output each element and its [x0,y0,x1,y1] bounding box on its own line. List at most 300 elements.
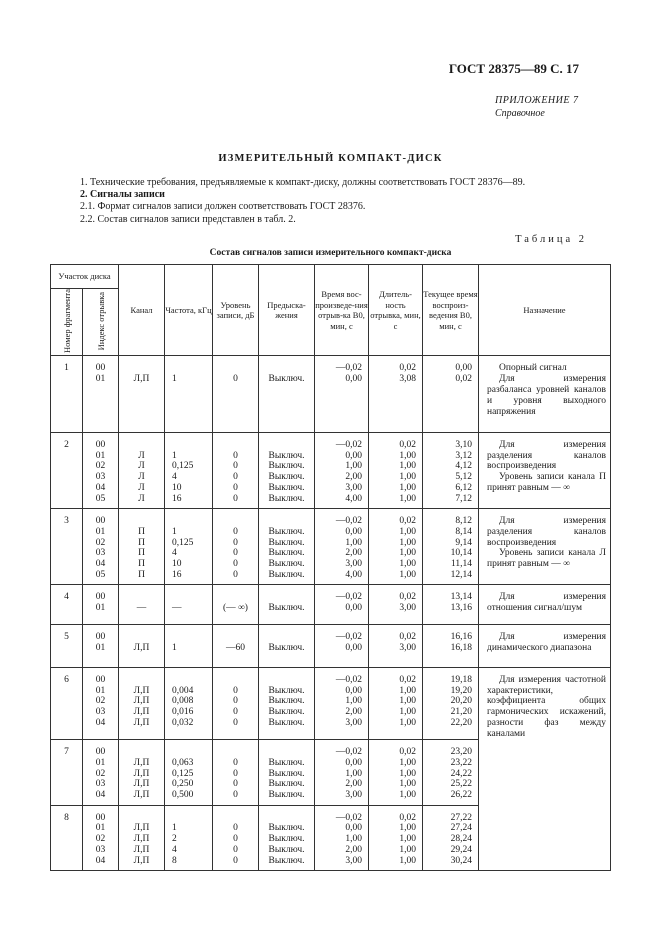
preemphasis-cell-value: Выключ. [268,537,305,548]
spacer-cell [83,667,119,675]
spacer-cell [119,805,165,813]
purpose-text: Для измерения частотной характеристики, коэффициента общих гармонических искажений, разности фаз между каналами [487,674,606,739]
current-time-cell [423,675,479,740]
frequency-cell-value: 0,125 [172,768,194,779]
spacer-cell [51,667,83,675]
duration-cell [369,813,423,871]
spacer-cell [369,624,423,632]
channel-cell-value: Л,П [133,717,150,728]
level-cell-value [213,592,258,603]
th-fragment-number-text: Номер фрагмента [61,289,72,353]
channel-cell-value: Л,П [133,823,150,834]
spacer-cell [259,805,315,813]
playback-time-cell-value: 4,00 [345,493,362,504]
duration-cell [369,516,423,585]
index-cell-value: 01 [95,603,106,614]
playback-time-cell-value: 1,00 [345,768,362,779]
level-cell [213,440,259,509]
purpose-text: Для измерения динамического диапазона [487,631,606,653]
spacer-cell [165,740,213,748]
duration-cell [369,747,423,805]
index-cell-value: 00 [95,812,106,823]
frequency-cell-value: 1 [172,526,177,537]
index-cell-value: 01 [95,685,106,696]
playback-time-cell [315,592,369,624]
channel-cell-value: Л,П [133,855,150,866]
current-time-cell-value: 8,12 [455,516,472,527]
duration-cell-value: 0,02 [399,812,416,823]
level-cell-value: 0 [233,768,238,779]
level-cell-value: 0 [233,548,238,559]
level-cell-value: 0 [233,707,238,718]
spacer-cell [259,740,315,748]
preemphasis-cell-value: Выключ. [268,461,305,472]
spacer-cell [369,667,423,675]
playback-time-cell-value: —0,02 [335,363,362,374]
duration-cell-value: 1,00 [399,834,416,845]
fragment-number-value: 8 [64,812,69,823]
preemphasis-cell-value: Выключ. [268,757,305,768]
duration-cell-value: 1,00 [399,779,416,790]
current-time-cell [423,632,479,667]
duration-cell [369,440,423,509]
spacer-cell [51,805,83,813]
spacer-cell [315,740,369,748]
table-row [51,632,611,667]
paragraph-1: 1. Технические требования, предъявляемые к компакт-диску, должны соответствовать ГОСТ 28376—89. [80,177,526,188]
page-header: ГОСТ 28375—89 С. 17 [448,61,579,76]
duration-cell-value: 1,00 [399,707,416,718]
duration-cell-value: 1,00 [399,548,416,559]
frequency-cell-value: 8 [172,855,177,866]
playback-time-cell [315,516,369,585]
fragment-number [51,592,83,624]
body-text [80,177,600,226]
group-spacer [51,585,611,593]
fragment-number [51,675,83,740]
level-cell-value: 0 [233,685,238,696]
group-spacer [51,740,611,748]
frequency-cell-value: 4 [172,844,177,855]
frequency-cell [165,675,213,740]
channel-cell-value [119,440,164,451]
current-time-cell-value: 3,10 [455,439,472,450]
channel-cell [119,363,165,432]
channel-cell [119,675,165,740]
purpose-cell [479,747,611,805]
playback-time-cell-value: 0,00 [345,757,362,768]
spacer-cell [259,356,315,364]
purpose-text: Для измерения разделения каналов воспроизведения [487,516,606,548]
paragraph-2-2: 2.2. Состав сигналов записи представлен в табл. 2. [80,213,296,225]
level-cell-value: 0 [233,834,238,845]
current-time-cell-value: 23,22 [450,757,472,768]
current-time-cell-value: 0,02 [455,374,472,385]
index-cell-value: 01 [95,526,106,537]
preemphasis-cell-value: Выключ. [268,717,305,728]
spacer-cell [213,509,259,517]
preemphasis-cell-value: Выключ. [268,779,305,790]
index-cell-value: 01 [95,374,106,385]
playback-time-cell [315,747,369,805]
preemphasis-cell-value [259,592,314,603]
spacer-cell [479,624,611,632]
spacer-cell [119,585,165,593]
duration-cell-value: 1,00 [399,570,416,581]
preemphasis-cell-value: Выключ. [268,570,305,581]
duration-cell-value: 1,00 [399,696,416,707]
spacer-cell [165,432,213,440]
duration-cell-value: 0,02 [399,631,416,642]
duration-cell-value: 1,00 [399,685,416,696]
playback-time-cell-value: 3,00 [345,855,362,866]
index-cell-value: 01 [95,642,106,653]
index-cell-value: 04 [95,717,106,728]
spacer-cell [259,585,315,593]
spacer-cell [259,667,315,675]
spacer-cell [423,432,479,440]
preemphasis-cell-value: Выключ. [268,768,305,779]
spacer-cell [479,585,611,593]
level-cell [213,813,259,871]
channel-cell-value: П [138,526,145,537]
frequency-cell-value: 10 [172,482,182,493]
channel-cell-value: Л,П [133,707,150,718]
spacer-cell [423,805,479,813]
spacer-cell [213,585,259,593]
channel-cell [119,813,165,871]
index-cell [83,592,119,624]
frequency-cell-value [172,747,212,758]
spacer-cell [423,509,479,517]
index-cell-value: 00 [95,747,106,758]
signals-table [50,264,611,871]
th-index-text: Индекс отрывка [95,291,106,351]
duration-cell [369,592,423,624]
fragment-number-value: 1 [64,363,69,374]
th-playback-time: Время вос-произведе-ния отрыв-ка B0, мин, с [315,265,369,356]
level-cell-value [213,363,258,374]
current-time-cell [423,592,479,624]
purpose-text: Уровень записи канала Л принят равным — ∞ [487,548,606,570]
level-cell-value: 0 [233,717,238,728]
purpose-text: Уровень записи канала П принят равным — ∞ [487,472,606,493]
index-cell-value: 02 [95,696,106,707]
table-row [51,592,611,624]
channel-cell-value: Л,П [133,696,150,707]
frequency-cell-value: 4 [172,472,177,483]
preemphasis-cell-value: Выключ. [268,493,305,504]
index-cell-value: 04 [95,790,106,801]
th-current-time: Текущее время воспроиз-ведения B0, мин, с [423,265,479,356]
duration-cell-value: 1,00 [399,855,416,866]
fragment-number [51,440,83,509]
channel-cell-value: — [136,603,147,614]
current-time-cell-value: 19,18 [450,674,472,685]
spacer-cell [259,432,315,440]
level-cell-value [213,440,258,451]
preemphasis-cell-value [259,747,314,758]
level-cell-value: 0 [233,472,238,483]
table-caption: Состав сигналов записи измерительного компакт-диска [209,248,452,258]
playback-time-cell [315,632,369,667]
playback-time-cell-value: 0,00 [345,823,362,834]
duration-cell-value: 1,00 [399,482,416,493]
duration-cell [369,632,423,667]
spacer-cell [423,667,479,675]
channel-cell-value: Л,П [133,642,150,653]
index-cell [83,747,119,805]
fragment-number [51,747,83,805]
level-cell-value [213,747,258,758]
level-cell-value [213,516,258,527]
preemphasis-cell-value: Выключ. [268,642,305,653]
level-cell-value: 0 [233,526,238,537]
duration-cell-value: 0,02 [399,439,416,450]
frequency-cell-value: 4 [172,548,177,559]
frequency-cell-value: 0,008 [172,696,194,707]
spacer-cell [119,356,165,364]
channel-cell-value [119,516,164,527]
th-disc-section: Участок диска [51,265,119,289]
level-cell-value: 0 [233,757,238,768]
current-time-cell [423,747,479,805]
frequency-cell-value [172,813,212,824]
spacer-cell [119,624,165,632]
frequency-cell-value: 0,500 [172,790,194,801]
channel-cell-value: Л,П [133,374,150,385]
fragment-number [51,813,83,871]
frequency-cell-value [172,516,212,527]
preemphasis-cell-value [259,632,314,643]
paragraph-2-heading: 2. Сигналы записи [80,189,165,201]
duration-cell [369,363,423,432]
spacer-cell [423,356,479,364]
spacer-cell [423,585,479,593]
fragment-number-value: 7 [64,747,69,758]
channel-cell [119,747,165,805]
spacer-cell [423,740,479,748]
playback-time-cell-value: —0,02 [335,812,362,823]
spacer-cell [259,509,315,517]
spacer-cell [165,356,213,364]
preemphasis-cell [259,516,315,585]
spacer-cell [315,509,369,517]
frequency-cell-value: 0,016 [172,707,194,718]
table-row [51,516,611,585]
playback-time-cell-value: 0,00 [345,374,362,385]
preemphasis-cell [259,592,315,624]
frequency-cell [165,440,213,509]
level-cell-value [213,813,258,824]
spacer-cell [165,509,213,517]
channel-cell-value: Л,П [133,844,150,855]
frequency-cell [165,632,213,667]
spacer-cell [165,805,213,813]
duration-cell-value: 1,00 [399,844,416,855]
frequency-cell-value: 1 [172,642,177,653]
table-row [51,675,611,740]
index-cell-value: 01 [95,757,106,768]
duration-cell-value: 3,08 [399,374,416,385]
duration-cell-value: 0,02 [399,674,416,685]
paragraph-2-1: 2.1. Формат сигналов записи должен соответствовать ГОСТ 28376. [80,201,366,213]
spacer-cell [83,509,119,517]
duration-cell [369,675,423,740]
spacer-cell [315,356,369,364]
index-cell-value: 00 [95,592,106,603]
spacer-cell [83,624,119,632]
level-cell [213,747,259,805]
playback-time-cell-value: 4,00 [345,570,362,581]
preemphasis-cell-value: Выключ. [268,374,305,385]
spacer-cell [51,432,83,440]
preemphasis-cell-value: Выключ. [268,603,305,614]
index-cell-value: 03 [95,548,106,559]
current-time-cell-value: 25,22 [450,779,472,790]
index-cell [83,363,119,432]
channel-cell-value: П [138,559,145,570]
current-time-cell-value: 12,14 [450,570,472,581]
level-cell-value: 0 [233,482,238,493]
duration-cell-value: 0,02 [399,516,416,527]
appendix-number: ПРИЛОЖЕНИЕ 7 [495,95,579,106]
current-time-cell-value: 10,14 [450,548,472,559]
preemphasis-cell-value: Выключ. [268,855,305,866]
index-cell-value: 02 [95,768,106,779]
playback-time-cell [315,363,369,432]
duration-cell-value: 1,00 [399,493,416,504]
playback-time-cell-value: 0,00 [345,450,362,461]
fragment-number-value: 6 [64,674,69,685]
frequency-cell [165,747,213,805]
current-time-cell [423,440,479,509]
channel-cell-value: Л,П [133,834,150,845]
duration-cell-value: 1,00 [399,757,416,768]
channel-cell-value: П [138,548,145,559]
fragment-number [51,516,83,585]
index-cell-value: 00 [95,439,106,450]
playback-time-cell-value: 3,00 [345,559,362,570]
preemphasis-cell [259,632,315,667]
channel-cell-value: Л,П [133,685,150,696]
level-cell-value: 0 [233,790,238,801]
playback-time-cell-value: 2,00 [345,548,362,559]
current-time-cell-value: 16,18 [450,642,472,653]
spacer-cell [51,585,83,593]
table-row [51,363,611,432]
playback-time-cell-value: 3,00 [345,482,362,493]
spacer-cell [479,667,611,675]
fragment-number-value: 3 [64,516,69,527]
level-cell-value: 0 [233,493,238,504]
frequency-cell [165,813,213,871]
preemphasis-cell-value: Выключ. [268,707,305,718]
playback-time-cell-value: 1,00 [345,696,362,707]
fragment-number [51,632,83,667]
duration-cell-value: 0,02 [399,592,416,603]
preemphasis-cell-value [259,363,314,374]
duration-cell-value: 1,00 [399,559,416,570]
current-time-cell [423,363,479,432]
current-time-cell-value: 13,14 [450,592,472,603]
spacer-cell [83,356,119,364]
frequency-cell-value: 0,125 [172,537,194,548]
purpose-text: Для измерения отношения сигнал/шум [487,592,606,614]
channel-cell-value: Л,П [133,768,150,779]
index-cell-value: 01 [95,450,106,461]
index-cell [83,440,119,509]
playback-time-cell [315,675,369,740]
purpose-cell [479,632,611,667]
preemphasis-cell-value: Выключ. [268,844,305,855]
level-cell-value: 0 [233,559,238,570]
current-time-cell-value: 22,20 [450,717,472,728]
channel-cell-value [119,592,164,603]
preemphasis-cell-value [259,516,314,527]
level-cell-value: 0 [233,823,238,834]
playback-time-cell-value: 1,00 [345,834,362,845]
table-row [51,440,611,509]
playback-time-cell-value: 0,00 [345,685,362,696]
preemphasis-cell-value: Выключ. [268,823,305,834]
level-cell-value: (— ∞) [223,603,248,614]
group-spacer [51,624,611,632]
spacer-cell [213,624,259,632]
level-cell-value: 0 [233,537,238,548]
duration-cell-value: 1,00 [399,537,416,548]
purpose-text: Для измерения разбаланса уровней каналов и уровня выходного напряжения [487,374,606,417]
channel-cell-value [119,813,164,824]
channel-cell-value: П [138,537,145,548]
current-time-cell-value: 16,16 [450,631,472,642]
frequency-cell-value: 0,004 [172,685,194,696]
current-time-cell-value: 19,20 [450,685,472,696]
spacer-cell [213,356,259,364]
preemphasis-cell-value [259,813,314,824]
spacer-cell [479,432,611,440]
frequency-cell-value: 1 [172,374,177,385]
purpose-cell [479,440,611,509]
duration-cell-value: 1,00 [399,790,416,801]
index-cell [83,632,119,667]
channel-cell-value [119,632,164,643]
playback-time-cell-value: —0,02 [335,439,362,450]
duration-cell-value: 1,00 [399,461,416,472]
current-time-cell-value: 29,24 [450,844,472,855]
playback-time-cell-value: —0,02 [335,631,362,642]
channel-cell-value: Л,П [133,779,150,790]
playback-time-cell-value: 2,00 [345,707,362,718]
duration-cell-value: 1,00 [399,450,416,461]
preemphasis-cell [259,747,315,805]
current-time-cell-value: 5,12 [455,472,472,483]
spacer-cell [259,624,315,632]
spacer-cell [369,432,423,440]
index-cell-value: 03 [95,472,106,483]
index-cell [83,813,119,871]
spacer-cell [479,509,611,517]
purpose-cell [479,675,611,740]
th-channel: Канал [119,265,165,356]
group-spacer [51,509,611,517]
spacer-cell [51,740,83,748]
preemphasis-cell-value: Выключ. [268,526,305,537]
duration-cell-value: 1,00 [399,768,416,779]
index-cell-value: 01 [95,823,106,834]
level-cell-value [213,632,258,643]
th-purpose: Назначение [479,265,611,356]
